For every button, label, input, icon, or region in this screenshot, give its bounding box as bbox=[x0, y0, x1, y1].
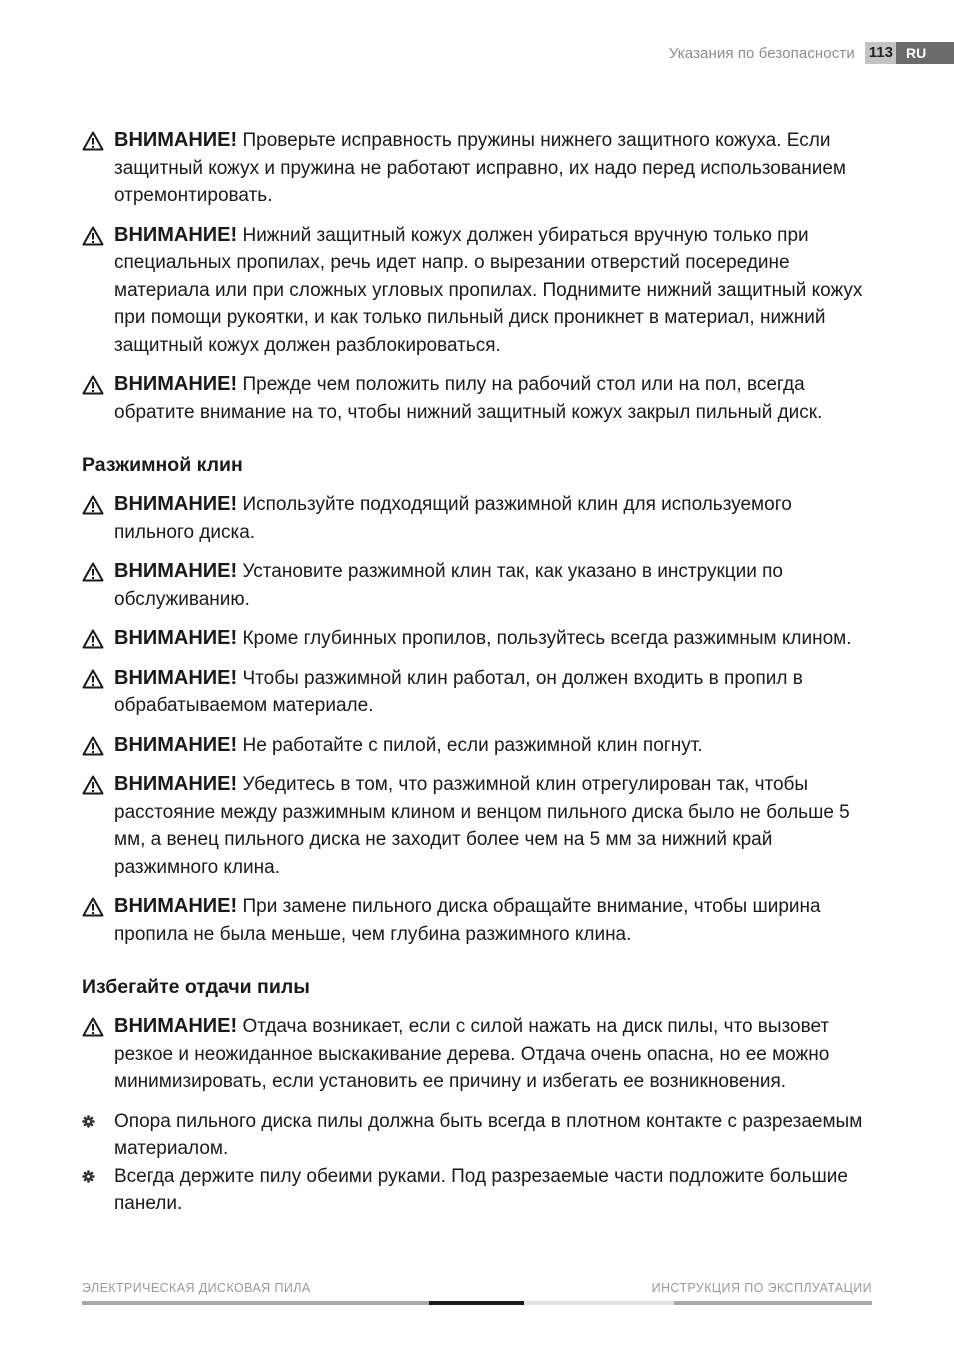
warnings-block-2 bbox=[82, 491, 877, 948]
page-number: 113 bbox=[865, 42, 896, 64]
warning-label: ВНИМАНИЕ! bbox=[114, 627, 238, 649]
language-badge: RU bbox=[896, 42, 954, 64]
warning-item bbox=[82, 127, 877, 210]
warning-text: Прежде чем положить пилу на рабочий стол или на пол, всегда обратите внимание на то, чтобы нижний защитный кожух закрыл пильный диск. bbox=[114, 374, 823, 423]
warning-triangle-icon bbox=[82, 669, 104, 689]
footer-divider-bar bbox=[82, 1301, 872, 1305]
warning-item bbox=[82, 665, 877, 720]
warning-item bbox=[82, 1013, 877, 1096]
bullet-list bbox=[82, 1108, 877, 1218]
warning-label: ВНИМАНИЕ! bbox=[114, 733, 238, 756]
section-title-kickback: Избегайте отдачи пилы bbox=[82, 976, 310, 998]
warning-triangle-icon bbox=[82, 495, 104, 515]
warning-triangle-icon bbox=[82, 1017, 104, 1037]
warning-text: Не работайте с пилой, если разжимной клин погнут. bbox=[242, 734, 703, 756]
footer-manual-name: ИНСТРУКЦИЯ ПО ЭКСПЛУАТАЦИИ bbox=[651, 1281, 872, 1295]
warning-item bbox=[82, 893, 877, 948]
warning-text: Кроме глубинных пропилов, пользуйтесь всегда разжимным клином. bbox=[242, 628, 852, 649]
header-title: Указания по безопасности bbox=[668, 44, 855, 62]
warning-text: Установите разжимной клин так, как указано в инструкции по обслуживанию. bbox=[114, 561, 783, 610]
warning-label: ВНИМАНИЕ! bbox=[114, 223, 238, 246]
page-header bbox=[669, 42, 954, 64]
bullet-text: Всегда держите пилу обеими руками. Под разрезаемые части подложите большие панели. bbox=[114, 1165, 848, 1214]
gear-bullet-icon bbox=[82, 1170, 95, 1183]
warning-label: ВНИМАНИЕ! bbox=[114, 1015, 238, 1037]
bullet-item bbox=[82, 1108, 877, 1163]
warning-label: ВНИМАНИЕ! bbox=[114, 373, 238, 395]
warning-text: Чтобы разжимной клин работал, он должен входить в пропил в обрабатываемом материале. bbox=[114, 667, 803, 716]
warning-text: Проверьте исправность пружины нижнего защитного кожуха. Если защитный кожух и пружина не работают исправно, их надо перед использованием отремонтировать. bbox=[114, 130, 846, 206]
warning-item bbox=[82, 771, 877, 881]
footer-bar-segment bbox=[674, 1301, 872, 1305]
warning-item bbox=[82, 222, 877, 360]
warning-text: Нижний защитный кожух должен убираться вручную только при специальных пропилах, речь идет напр. о вырезании отверстий посередине материала или при сложных угловых пропилах. Поднимите нижний защитный кожух при помощи рукоятки, и как только пильный диск проникнет в материал, нижний защитный кожух должен разблокироваться. bbox=[114, 224, 863, 356]
warning-triangle-icon bbox=[82, 897, 104, 917]
bullet-text: Опора пильного диска пилы должна быть всегда в плотном контакте с разрезаемым материалом. bbox=[114, 1110, 863, 1159]
warning-triangle-icon bbox=[82, 775, 104, 795]
warning-triangle-icon bbox=[82, 629, 104, 649]
warning-label: ВНИМАНИЕ! bbox=[114, 493, 238, 515]
footer-bar-segment bbox=[82, 1301, 429, 1305]
warning-item bbox=[82, 732, 877, 760]
warning-label: ВНИМАНИЕ! bbox=[114, 773, 238, 795]
warning-item bbox=[82, 558, 877, 613]
section-title-riving-knife: Разжимной клин bbox=[82, 454, 243, 476]
warnings-block-1 bbox=[82, 127, 877, 426]
warning-text: Используйте подходящий разжимной клин для используемого пильного диска. bbox=[114, 494, 792, 543]
warning-label: ВНИМАНИЕ! bbox=[114, 129, 238, 151]
footer-product-name: ЭЛЕКТРИЧЕСКАЯ ДИСКОВАЯ ПИЛА bbox=[82, 1281, 311, 1295]
warning-text: При замене пильного диска обращайте внимание, чтобы ширина пропила не была меньше, чем глубина разжимного клина. bbox=[114, 896, 821, 945]
warning-text: Отдача возникает, если с силой нажать на диск пилы, что вызовет резкое и неожиданное выскакивание дерева. Отдача очень опасна, но ее можно минимизировать, если установить ее причину и избегать ее возникновения. bbox=[114, 1016, 830, 1092]
warning-triangle-icon bbox=[82, 736, 104, 756]
warning-item bbox=[82, 491, 877, 546]
warning-triangle-icon bbox=[82, 226, 104, 246]
page-content bbox=[82, 127, 877, 1218]
warning-triangle-icon bbox=[82, 375, 104, 395]
warning-item bbox=[82, 371, 877, 426]
gear-bullet-icon bbox=[82, 1115, 95, 1128]
warning-item bbox=[82, 625, 877, 653]
bullet-item bbox=[82, 1163, 877, 1218]
warning-label: ВНИМАНИЕ! bbox=[114, 666, 238, 689]
warning-triangle-icon bbox=[82, 562, 104, 582]
warning-label: ВНИМАНИЕ! bbox=[114, 560, 238, 582]
warning-label: ВНИМАНИЕ! bbox=[114, 895, 238, 917]
warning-triangle-icon bbox=[82, 131, 104, 151]
warning-text: Убедитесь в том, что разжимной клин отрегулирован так, чтобы расстояние между разжимным клином и венцом пильного диска было не больше 5 мм, а венец пильного диска не заходит более чем на 5 мм за нижний край разжимного клина. bbox=[114, 774, 850, 878]
footer-bar-segment bbox=[429, 1301, 524, 1305]
footer-bar-segment bbox=[524, 1301, 674, 1305]
warnings-block-3 bbox=[82, 1013, 877, 1096]
